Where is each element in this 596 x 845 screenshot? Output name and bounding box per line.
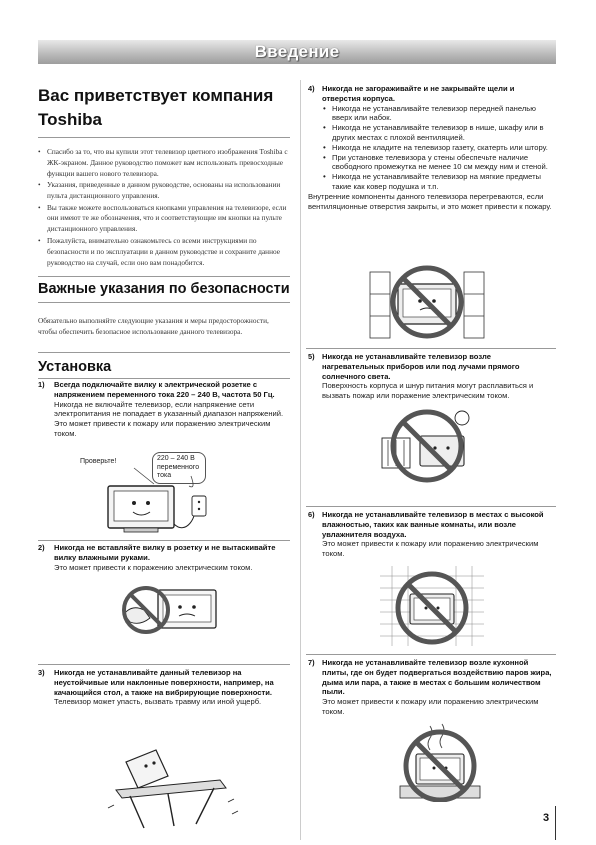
- item-bullet: • Никогда не устанавливайте телевизор в нише, шкафу или в других местах с плохой вентиляцией.: [322, 123, 554, 143]
- blocked-vents-illustration: [368, 258, 486, 340]
- item-body: Это может привести к поражению электрическим током.: [54, 562, 253, 572]
- kitchen-steam-illustration: [390, 722, 490, 802]
- welcome-bullet: • Пожалуйста, внимательно ознакомьтесь со всеми инструкциями по безопасности и по эксплуатации в данном руководстве и сохраните данное руководство на случай, если оно вам понадобится.: [38, 236, 290, 269]
- tv-plug-illustration: [96, 446, 246, 541]
- heater-sun-illustration: [372, 406, 482, 486]
- install-item-2: [38, 543, 294, 572]
- item-title: Никогда не вставляйте вилку в розетку и не вытаскивайте вилку влажными руками.: [54, 543, 276, 562]
- item-rule: [306, 348, 556, 349]
- installation-title: Установка: [38, 359, 112, 375]
- welcome-bullet: • Указания, приведенные в данном руководстве, основаны на использовании пульта дистанционного управления.: [38, 180, 290, 202]
- item-number: 3): [38, 668, 45, 677]
- item-body: Внутренние компоненты данного телевизора перегреваются, если вентиляционные отверстия закрыты, и это может привести к пожару.: [308, 191, 552, 211]
- item-title: Никогда не устанавливайте телевизор возле кухонной плиты, где он будет подвергаться воздействию паров жира, дыма или пара, а также в местах с большим количеством пыли.: [322, 658, 552, 697]
- item-body: Никогда не включайте телевизор, если напряжение сети электропитания не попадает в указанный диапазон напряжений. Это может привести к пожару или поражению электрическим током.: [54, 399, 284, 438]
- welcome-bullets: [38, 147, 290, 269]
- page-number: 3: [543, 812, 550, 824]
- item-bullet: • Никогда не устанавливайте телевизор передней панелью вверх или набок.: [322, 104, 554, 124]
- welcome-title: Вас приветствует компания Toshiba: [38, 86, 274, 129]
- install-item-6: [308, 510, 554, 559]
- safety-intro: Обязательно выполняйте следующие указания и меры предосторожности, чтобы обеспечить безопасное использование данного телевизора.: [38, 316, 269, 336]
- item-body: Телевизор может упасть, вызвать травму или иной ущерб.: [54, 697, 262, 707]
- install-item-7: [308, 658, 554, 717]
- item-rule: [306, 654, 556, 655]
- item-rule: [38, 540, 290, 541]
- safety-rule-bottom: [38, 302, 290, 303]
- page-header-title: Введение: [254, 42, 340, 61]
- wet-hands-illustration: [110, 574, 250, 646]
- welcome-rule: [38, 137, 290, 138]
- item-title: Никогда не устанавливайте данный телевизор на неустойчивые или наклонные поверхности, например, на качающийся стол, а также на вибрирующие поверхности.: [54, 668, 274, 697]
- item-rule: [38, 664, 290, 665]
- install-item-3: [38, 668, 294, 707]
- item-number: 4): [308, 84, 315, 93]
- safety-title: Важные указания по безопасности: [38, 281, 290, 297]
- item-title: Никогда не устанавливайте телевизор возле нагревательных приборов или под лучами прямого солнечного света.: [322, 352, 520, 381]
- safety-rule-top: [38, 276, 290, 277]
- column-divider: [300, 80, 301, 840]
- item-bullet: • Никогда не устанавливайте телевизор на мягкие предметы такие как ковер подушка и т.п.: [322, 172, 554, 192]
- item-number: 7): [308, 658, 315, 667]
- check-callout: Проверьте!: [80, 458, 117, 465]
- unstable-table-illustration: [96, 732, 246, 832]
- item-title: Никогда не загораживайте и не закрывайте щели и отверстия корпуса.: [322, 84, 515, 103]
- install-item-5: [308, 352, 554, 401]
- item-bullet: • При установке телевизора у стены обеспечьте наличие свободного промежутка не менее 10 см между ним и стеной.: [322, 153, 554, 173]
- page-number-rule: [555, 806, 556, 840]
- item-bullet: • Никогда не кладите на телевизор газету, скатерть или штору.: [322, 143, 554, 153]
- page-header-bar: [38, 40, 556, 64]
- item-title: Никогда не устанавливайте телевизор в местах с высокой влажностью, таких как ванные комнаты, или возле увлажнителя воздуха.: [322, 510, 544, 539]
- item-number: 5): [308, 352, 315, 361]
- humidity-illustration: [380, 566, 484, 646]
- voltage-callout: 220 – 240 В переменного тока: [152, 452, 206, 484]
- welcome-bullet: • Спасибо за то, что вы купили этот телевизор цветного изображения Toshiba с ЖК-экраном. Данное руководство поможет вам использовать превосходные функции вашего нового телевизора.: [38, 147, 290, 180]
- item-number: 6): [308, 510, 315, 519]
- item-number: 2): [38, 543, 45, 552]
- item-body: Поверхность корпуса и шнур питания могут расплавиться и вызвать пожар или поражение электрическим током.: [322, 381, 534, 401]
- welcome-bullet: • Вы также можете воспользоваться кнопками управления на телевизоре, если они имеют те же обозначения, что и соответствующие им кнопки на пульте дистанционного управления.: [38, 203, 290, 236]
- item-bullets: [322, 104, 554, 192]
- item-rule: [306, 506, 556, 507]
- installation-rule-bottom: [38, 378, 290, 379]
- item-body: Это может привести к пожару или поражению электрическим током.: [322, 539, 539, 559]
- item-number: 1): [38, 380, 45, 389]
- item-title: Всегда подключайте вилку к электрической розетке с напряжением переменного тока 220 – 240 В, частота 50 Гц.: [54, 380, 275, 399]
- installation-rule-top: [38, 352, 290, 353]
- install-item-1: [38, 380, 294, 439]
- item-body: Это может привести к пожару или поражению электрическим током.: [322, 697, 539, 716]
- install-item-4: [308, 84, 554, 211]
